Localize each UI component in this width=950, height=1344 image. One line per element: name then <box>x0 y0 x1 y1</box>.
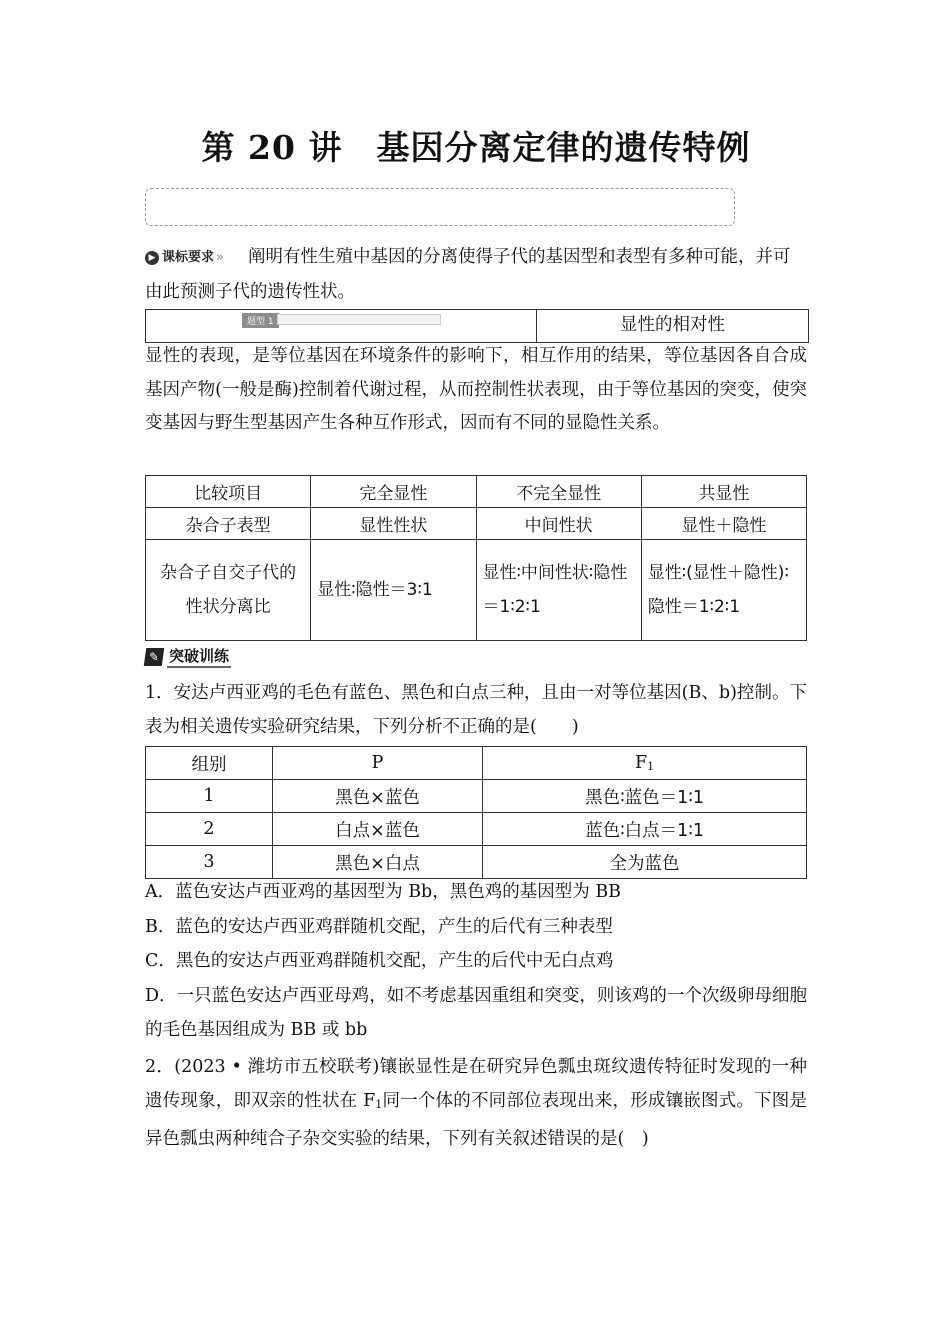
double-chevron-icon: » <box>216 249 224 265</box>
table-cell: 显性∶中间性状∶隐性＝1∶2∶1 <box>476 540 641 641</box>
topic-tag: 题型 1 <box>242 313 279 328</box>
requirement-badge-label: 课标要求 <box>162 249 215 265</box>
comparison-table <box>145 475 807 641</box>
table-header-cell: 比较项目 <box>146 476 311 508</box>
requirement-badge <box>145 241 224 275</box>
table-cell: 显性∶隐性＝3∶1 <box>311 540 476 641</box>
intro-paragraph: 显性的表现，是等位基因在环境条件的影响下，相互作用的结果，等位基因各自合成基因产物(一般是酶)控制着代谢过程，从而控制性状表现，由于等位基因的突变，使突变基因与野生型基因产生各种互作形式，因而有不同的显隐性关系。 <box>145 346 807 433</box>
table-cell: 杂合子表型 <box>146 508 311 540</box>
training-section-label <box>145 645 231 668</box>
option-b: B．蓝色的安达卢西亚鸡群随机交配，产生的后代有三种表型 <box>145 916 613 937</box>
table-cell: 显性∶(显性＋隐性)∶隐性＝1∶2∶1 <box>641 540 806 641</box>
table-cell: 显性＋隐性 <box>641 508 806 540</box>
question-2-stem-part-a: 2．(2023 • 潍坊市五校联考)镶嵌显性是在研究异色瓢虫斑纹遗传特征时发现的一种遗传现象，即双亲的性状在 F <box>145 1057 807 1111</box>
question-1-options <box>145 875 807 1048</box>
curriculum-requirement <box>145 240 807 309</box>
table-cell: 3 <box>146 846 273 879</box>
table-cell: 显性性状 <box>311 508 476 540</box>
results-table <box>145 746 807 879</box>
table-header-cell: 不完全显性 <box>476 476 641 508</box>
training-label: 突破训练 <box>167 645 231 668</box>
table-cell: 杂合子自交子代的性状分离比 <box>146 540 311 641</box>
table-cell: 白点×蓝色 <box>272 813 482 846</box>
title-topic: 基因分离定律的遗传特例 <box>376 128 751 167</box>
table-cell: 2 <box>146 813 273 846</box>
table-cell: 黑色×蓝色 <box>272 780 482 813</box>
table-row <box>146 508 807 540</box>
table-header-cell: P <box>272 747 482 780</box>
table-cell: 黑色∶蓝色＝1∶1 <box>483 780 807 813</box>
subscript: 1 <box>375 1098 383 1111</box>
option-c: C．黑色的安达卢西亚鸡群随机交配，产生的后代中无白点鸡 <box>145 951 614 971</box>
requirement-text: 阐明有性生殖中基因的分离使得子代的基因型和表型有多种可能，并可由此预测子代的遗传性状。 <box>145 247 791 302</box>
table-cell: 黑色×白点 <box>272 846 482 879</box>
table-cell: 中间性状 <box>476 508 641 540</box>
play-icon: ▶ <box>145 251 159 265</box>
option-d: D．一只蓝色安达卢西亚母鸡，如不考虑基因重组和突变，则该鸡的一个次级卵母细胞的毛色基因组成为 BB 或 bb <box>145 985 807 1040</box>
question-2-stem-part-b: 同一个体的不同部位表现出来，形成镶嵌图式。下图是异色瓢虫两种纯合子杂交实验的结果，下列有关叙述错误的是( ) <box>145 1091 807 1149</box>
table-cell: 1 <box>146 780 273 813</box>
topic-header-table <box>145 309 809 343</box>
question-2-stem <box>145 1050 807 1156</box>
topic-tag-bar <box>277 314 441 325</box>
table-cell: 全为蓝色 <box>483 846 807 879</box>
table-header-cell: $F_1$ <box>483 747 807 780</box>
table-row <box>146 540 807 641</box>
question-1-stem: 1．安达卢西亚鸡的毛色有蓝色、黑色和白点三种，且由一对等位基因(B、b)控制。下表为相关遗传实验研究结果，下列分析不正确的是( ) <box>145 683 807 737</box>
dashed-placeholder-box <box>145 188 735 226</box>
option-a: A．蓝色安达卢西亚鸡的基因型为 Bb，黑色鸡的基因型为 BB <box>145 882 622 902</box>
topic-tag-cell <box>146 310 537 342</box>
title-lecture-number: 第 20 讲 <box>201 128 343 167</box>
table-row <box>146 780 807 813</box>
table-row <box>146 747 807 780</box>
table-header-cell: 共显性 <box>641 476 806 508</box>
table-header-cell: 完全显性 <box>311 476 476 508</box>
table-row <box>146 813 807 846</box>
table-row <box>146 476 807 508</box>
table-row <box>146 846 807 879</box>
page-title <box>145 122 807 169</box>
table-cell: 蓝色∶白点＝1∶1 <box>483 813 807 846</box>
table-header-cell: 组别 <box>146 747 273 780</box>
pencil-icon: ✎ <box>144 648 165 666</box>
topic-heading: 显性的相对性 <box>620 315 725 335</box>
